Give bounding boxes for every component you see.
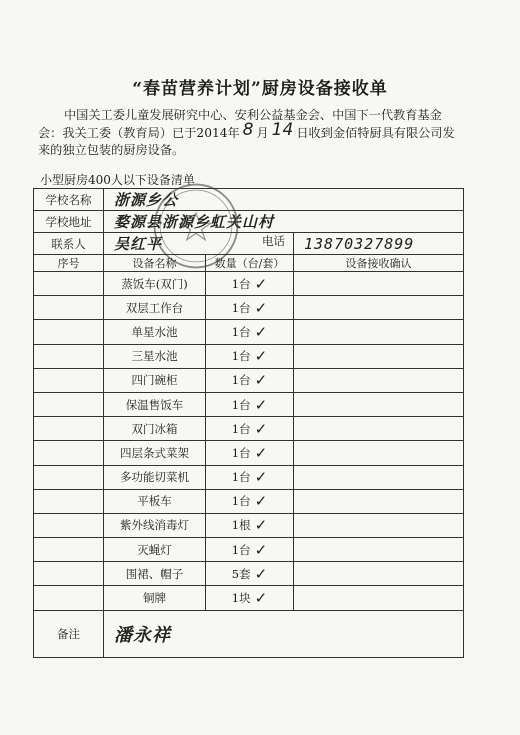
quantity-cell	[206, 320, 294, 344]
table-row	[34, 417, 464, 441]
row-index	[34, 320, 104, 344]
table-row	[34, 368, 464, 392]
school-name-row	[34, 189, 464, 211]
quantity-value: 1台	[231, 445, 251, 460]
intro-month-suffix: 月	[256, 126, 269, 140]
school-name-cell	[104, 189, 464, 211]
equipment-name: 四门碗柜	[104, 368, 206, 392]
row-index	[34, 392, 104, 416]
check-mark-icon: ✓	[254, 298, 268, 317]
note-label: 备注	[34, 610, 104, 657]
table-header-row	[34, 255, 464, 272]
phone-label: 电话	[262, 234, 285, 248]
header-quantity: 数量（台/套）	[206, 255, 294, 272]
table-row	[34, 441, 464, 465]
check-mark-icon: ✓	[254, 371, 268, 390]
table-row	[34, 586, 464, 610]
confirmation-cell	[294, 272, 464, 296]
row-index	[34, 441, 104, 465]
equipment-name: 三星水池	[104, 344, 206, 368]
equipment-name: 蒸饭车(双门)	[104, 272, 206, 296]
check-mark-icon: ✓	[254, 516, 268, 535]
table-row	[34, 392, 464, 416]
quantity-value: 1台	[231, 397, 251, 412]
quantity-value: 1台	[231, 324, 251, 339]
quantity-value: 1根	[231, 518, 251, 533]
quantity-value: 1块	[231, 591, 251, 606]
quantity-value: 1台	[231, 421, 251, 436]
check-mark-icon: ✓	[254, 492, 268, 511]
quantity-value: 1台	[231, 542, 251, 557]
school-address-label: 学校地址	[34, 211, 104, 233]
quantity-cell	[206, 272, 294, 296]
row-index	[34, 465, 104, 489]
school-address-cell	[104, 211, 464, 233]
confirmation-cell	[294, 465, 464, 489]
equipment-name: 围裙、帽子	[104, 562, 206, 586]
intro-line-3: 来的独立包装的厨房设备。	[38, 143, 185, 157]
table-row	[34, 538, 464, 562]
school-address-row	[34, 211, 464, 233]
table-row	[34, 562, 464, 586]
note-signature: 潘永祥	[114, 624, 171, 646]
table-row	[34, 465, 464, 489]
equipment-name: 四层条式菜架	[104, 441, 206, 465]
intro-line-1: 中国关工委儿童发展研究中心、安利公益基金会、中国下一代教育基金	[64, 108, 442, 122]
check-mark-icon: ✓	[254, 419, 268, 438]
row-index	[34, 272, 104, 296]
note-cell	[104, 610, 464, 657]
confirmation-cell	[294, 562, 464, 586]
quantity-cell	[206, 441, 294, 465]
quantity-value: 1台	[231, 373, 251, 388]
document-title: “春苗营养计划”厨房设备接收单	[132, 79, 388, 99]
confirmation-cell	[294, 320, 464, 344]
contact-label: 联系人	[34, 233, 104, 255]
check-mark-icon: ✓	[254, 347, 268, 366]
quantity-cell	[206, 562, 294, 586]
quantity-cell	[206, 513, 294, 537]
confirmation-cell	[294, 368, 464, 392]
phone-value: 13870327899	[304, 234, 415, 253]
quantity-cell	[206, 489, 294, 513]
quantity-cell	[206, 586, 294, 610]
school-address-value: 婺源县浙源乡虹关山村	[114, 213, 275, 231]
row-index	[34, 562, 104, 586]
quantity-value: 1台	[231, 494, 251, 509]
check-mark-icon: ✓	[254, 274, 268, 293]
intro-paragraph	[38, 107, 478, 159]
handwritten-month: 8	[242, 120, 254, 140]
table-row	[34, 489, 464, 513]
row-index	[34, 417, 104, 441]
check-mark-icon: ✓	[254, 540, 268, 559]
quantity-value: 1台	[231, 276, 251, 291]
quantity-value: 1台	[231, 470, 251, 485]
header-equipment-name: 设备名称	[104, 255, 206, 272]
table-row	[34, 344, 464, 368]
quantity-cell	[206, 538, 294, 562]
school-name-label: 学校名称	[34, 189, 104, 211]
row-index	[34, 538, 104, 562]
check-mark-icon: ✓	[254, 443, 268, 462]
equipment-name: 平板车	[104, 489, 206, 513]
phone-cell	[294, 233, 464, 255]
list-subtitle: 小型厨房400人以下设备清单	[40, 173, 195, 187]
confirmation-cell	[294, 538, 464, 562]
check-mark-icon: ✓	[254, 564, 268, 583]
row-index	[34, 344, 104, 368]
equipment-name: 铜牌	[104, 586, 206, 610]
handwritten-day: 14	[271, 120, 294, 140]
equipment-name: 保温售饭车	[104, 392, 206, 416]
confirmation-cell	[294, 513, 464, 537]
equipment-name: 紫外线消毒灯	[104, 513, 206, 537]
quantity-cell	[206, 417, 294, 441]
equipment-name: 单星水池	[104, 320, 206, 344]
equipment-name: 灭蝇灯	[104, 538, 206, 562]
confirmation-cell	[294, 344, 464, 368]
header-index: 序号	[34, 255, 104, 272]
school-name-value: 浙源乡公	[114, 191, 179, 209]
quantity-value: 1台	[231, 300, 251, 315]
confirmation-cell	[294, 489, 464, 513]
intro-line-2	[38, 120, 478, 142]
check-mark-icon: ✓	[254, 322, 268, 341]
row-index	[34, 296, 104, 320]
confirmation-cell	[294, 417, 464, 441]
confirmation-cell	[294, 296, 464, 320]
contact-row	[34, 233, 464, 255]
equipment-name: 双层工作台	[104, 296, 206, 320]
quantity-value: 1台	[231, 349, 251, 364]
check-mark-icon: ✓	[254, 468, 268, 487]
equipment-name: 双门冰箱	[104, 417, 206, 441]
row-index	[34, 489, 104, 513]
row-index	[34, 368, 104, 392]
header-confirmation: 设备接收确认	[294, 255, 464, 272]
contact-cell	[104, 233, 294, 255]
note-row	[34, 610, 464, 657]
contact-value: 吴红平	[114, 235, 163, 253]
confirmation-cell	[294, 392, 464, 416]
quantity-cell	[206, 392, 294, 416]
check-mark-icon: ✓	[254, 395, 268, 414]
quantity-cell	[206, 368, 294, 392]
table-row	[34, 513, 464, 537]
row-index	[34, 586, 104, 610]
equipment-name: 多功能切菜机	[104, 465, 206, 489]
confirmation-cell	[294, 586, 464, 610]
quantity-cell	[206, 344, 294, 368]
confirmation-cell	[294, 441, 464, 465]
table-row	[34, 272, 464, 296]
quantity-cell	[206, 296, 294, 320]
table-row	[34, 320, 464, 344]
table-row	[34, 296, 464, 320]
row-index	[34, 513, 104, 537]
intro-line-2-end: 日收到金佰特厨具有限公司发	[296, 126, 455, 140]
check-mark-icon: ✓	[254, 589, 268, 608]
equipment-table	[33, 188, 464, 658]
quantity-cell	[206, 465, 294, 489]
intro-line-2-start: 会：我关工委（教育局）已于2014年	[38, 126, 240, 140]
quantity-value: 5套	[231, 566, 251, 581]
